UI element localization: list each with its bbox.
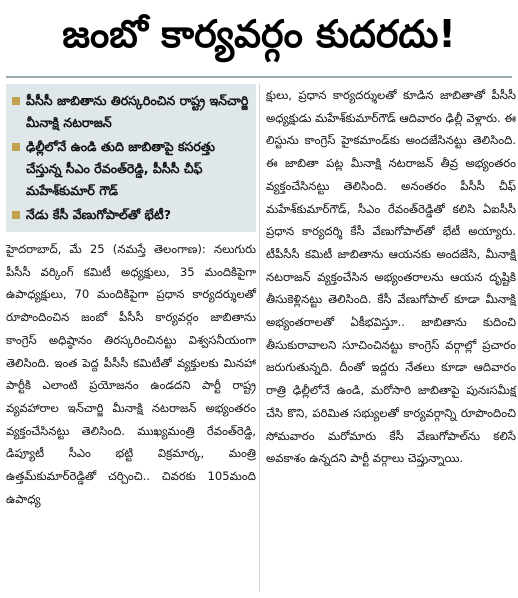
highlight-item	[10, 136, 252, 202]
left-column	[6, 84, 256, 510]
highlights-box	[6, 84, 256, 232]
square-bullet-icon	[12, 97, 20, 105]
square-bullet-icon	[12, 211, 20, 219]
right-column	[266, 84, 516, 470]
highlight-text: నేడు కేసీ వేణుగోపాల్‌తో భేటీ?	[26, 207, 172, 222]
article-body-right: క్షులు, ప్రధాన కార్యదర్శులతో కూడిన జాబితాతో పీసీసీ అధ్యక్షుడు మహేశ్‌కుమార్‌గౌడ్ ఆదివారం ఢిల్లీ వెళ్లారు. ఈ లిస్టును కాంగ్రెస్ హైకమాండ్‌కు అందజేసినట్టు తెలిసింది. ఈ జాబితా పట్ల మీనాక్షి నటరాజన్ తీవ్ర అభ్యంతరం వ్యక్తంచేసినట్టు తెలిసింది. అనంతరం పీసీసీ చీఫ్ మహేశ్‌కుమార్‌గౌడ్, సీఎం రేవంత్‌రెడ్డితో కలిసి ఏఐసీసీ ప్రధాన కార్యదర్శి కేసీ వేణుగోపాల్‌తో భేటీ అయ్యారు. టీపీసీసీ కమిటీ జాబితాను ఆయనకు అందజేసి, మీనాక్షి నటరాజన్ వ్యక్తంచేసిన అభ్యంతరాలను ఆయన దృష్టికి తీసుకెళ్లినట్టు తెలిసింది. కేసీ వేణుగోపాల్ కూడా మీనాక్షి అభ్యంతరాలతో ఏకీభవిస్తూ.. జాబితాను కుదించి తీసుకురావాలని సూచించినట్టు కాంగ్రెస్ వర్గాల్లో ప్రచారం జరుగుతున్నది. దీంతో ఇద్దరు నేతలు కూడా ఆదివారం రాత్రి ఢిల్లీలోనే ఉండి, మరోసారి జాబితాపై పునఃసమీక్ష చేసి కొని, పరిమిత సభ్యులతో కార్యవర్గాన్ని రూపొందించి సోమవారం మరోమారు కేసీ వేణుగోపాల్‌ను కలిసే అవకాశం ఉన్నదని పార్టీ వర్గాలు చెప్తున్నాయి.	[266, 88, 516, 466]
highlight-item	[10, 204, 252, 226]
square-bullet-icon	[12, 143, 20, 151]
highlight-text: ఢిల్లీలోనే ఉండి తుది జాబితాపై కసరత్తు చేస్తున్న సీఎం రేవంత్‌రెడ్డి, పీసీసీ చీఫ్ మహేశ్‌కుమార్ గౌడ్	[26, 139, 216, 198]
column-divider	[259, 84, 260, 592]
article-headline: జంబో కార్యవర్గం కుదరదు!	[62, 12, 456, 56]
article-body-left: హైదరాబాద్, మే 25 (నమస్తే తెలంగాణ): నలుగురు పీసీసీ వర్కింగ్ కమిటీ అధ్యక్షులు, 35 మందికిపైగా ఉపాధ్యక్షులు, 70 మందికిపైగా ప్రధాన కార్యదర్శులతో రూపొందించిన జంబో పీసీసీ కార్యవర్గం జాబితాను కాంగ్రెస్ అధిష్ఠానం తిరస్కరించినట్టు విశ్వసనీయంగా తెలిసింది. ఇంత పెద్ద పీసీసీ కమిటీతో వ్యక్తులకు మినహా పార్టీకి ఎలాంటి ప్రయోజనం ఉండదని పార్టీ రాష్ట్ర వ్యవహారాల ఇన్‌చార్జి మీనాక్షి నటరాజన్ అభ్యంతరం వ్యక్తంచేసినట్టు తెలిసింది. ముఖ్యమంత్రి రేవంత్‌రెడ్డి, డిప్యూటీ సీఎం భట్టి విక్రమార్క, మంత్రి ఉత్తమ్‌కుమార్‌రెడ్డితో చర్చించి.. చివరకు 105మంది ఉపాధ్య	[6, 242, 256, 506]
headline-rule	[6, 76, 512, 78]
highlight-item	[10, 90, 252, 134]
highlight-text: పీసీసీ జాబితాను తిరస్కరించిన రాష్ట్ర ఇన్‌చార్జి మీనాక్షి నటరాజన్	[26, 93, 249, 130]
